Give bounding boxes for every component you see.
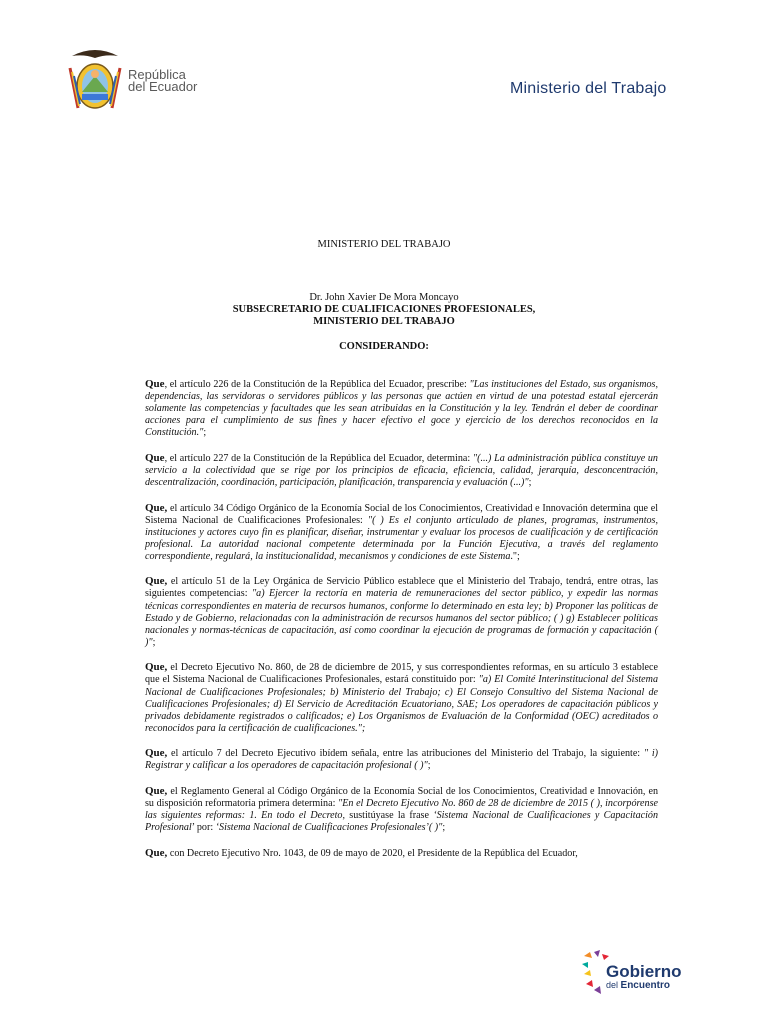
paragraph-8: Que, con Decreto Ejecutivo Nro. 1043, de 09 de mayo de 2020, el Presidente de la República del Ecuador, [145,846,578,859]
paragraph-3: Que, el artículo 34 Código Orgánico de la Economía Social de los Conocimientos, Creatividad e Innovación determina que el Sistema Nacional de Cualificaciones Profesionales: "( ) Es el conjunto articulado de planes, programas, instrumentos, instituciones y actores cuyo fin es planificar, diseñar, instrumentar y evaluar los procesos de cualificación y de certificación profesional. La autoridad nacional competente determinada por la Función Ejecutiva, a través del reglamento correspondiente, regulará, la institucionalidad, mecanismos y condiciones de este Sistema."; [145,501,658,562]
paragraph-6: Que, el artículo 7 del Decreto Ejecutivo ibídem señala, entre las atribuciones del Ministerio del Trabajo, la siguiente: " i) Registrar y calificar a los operadores de capacitación profesional ( )"; [145,747,658,772]
gobierno-line1: Gobierno [606,962,682,981]
republic-name-line1: República [128,67,186,82]
gobierno-encuentro-logo [582,950,702,1002]
paragraph-1: Que, el artículo 226 de la Constitución de la República del Ecuador, prescribe: "Las instituciones del Estado, sus organismos, dependencias, las servidoras o servidores públicos y las personas que actúen en virtud de una potestad estatal ejercerán solamente las competencias y facultades que les sean atribuidas en la Constitución y la ley. Tendrán el deber de coordinar acciones para el cumplimiento de sus fines y hacer efectivo el goce y ejercicio de los derechos reconocidos en la Constitución."; [145,378,658,439]
author-role-line2: MINISTERIO DEL TRABAJO [313,316,455,327]
ministry-title: MINISTERIO DEL TRABAJO [317,239,451,250]
gobierno-line2: del Encuentro [606,980,670,991]
ministry-logo: Ministerio del Trabajo [510,80,667,97]
coat-of-arms-icon [66,48,124,114]
republic-name [128,69,197,93]
republic-header [66,48,197,114]
author-role-line1: SUBSECRETARIO DE CUALIFICACIONES PROFESIONALES, [232,304,536,315]
considerando-heading: CONSIDERANDO: [339,341,429,352]
paragraph-2: Que, el artículo 227 de la Constitución de la República del Ecuador, determina: "(...) La administración pública constituye un servicio a la colectividad que se rige por los principios de eficacia, eficiencia, calidad, jerarquía, desconcentración, descentralización, coordinación, participación, planificación, transparencia y evaluación (...)"; [145,451,658,489]
gobierno-text [606,964,682,991]
paragraph-4: Que, el artículo 51 de la Ley Orgánica de Servicio Público establece que el Ministerio del Trabajo, tendrá, entre otras, las siguientes competencias: "a) Ejercer la rectoría en materia de remuneraciones del sector público, y expedir las normas técnicas correspondientes en materia de recursos humanos, conforme lo determinado en esta ley; b) Proponer las políticas de Estado y de Gobierno, relacionadas con la administración de recursos humanos del sector público; ( ) g) Establecer políticas nacionales y normas-técnicas de capacitación, así como coordinar la ejecución de programas de formación y capacitación ( )"; [145,575,658,648]
paragraph-7: Que, el Reglamento General al Código Orgánico de la Economía Social de los Conocimientos, Creatividad e Innovación, en su disposición reformatoria primera determina: "En el Decreto Ejecutivo No. 860 de 28 de diciembre de 2015 ( ), incorpórense las siguientes reformas: 1. En todo el Decreto, sustitúyase la frase ‘Sistema Nacional de Cualificaciones y Capacitación Profesional’ por: ‘Sistema Nacional de Cualificaciones Profesionales’( )"; [145,784,658,834]
author-name: Dr. John Xavier De Mora Moncayo [309,292,459,303]
republic-name-line2: del Ecuador [128,79,198,94]
document-body [145,378,658,872]
paragraph-5: Que, el Decreto Ejecutivo No. 860, de 28 de diciembre de 2015, y sus correspondientes reformas, en su artículo 3 establece que el Sistema Nacional de Cualificaciones Profesionales, estará constituido por: "a) El Comité Interinstitucional del Sistema Nacional de Cualificaciones Profesionales; b) Ministerio del Trabajo; c) El Consejo Consultivo del Sistema Nacional de Cualificaciones Profesionales; d) El Servicio de Acreditación Ecuatoriano, SAE; Los operadores de capacitación públicos y privados debidamente registrados o calificados; e) Los Organismos de Evaluación de la Conformidad (OEC) acreditados o reconocidos para la certificación de cualificaciones."; [145,661,658,734]
